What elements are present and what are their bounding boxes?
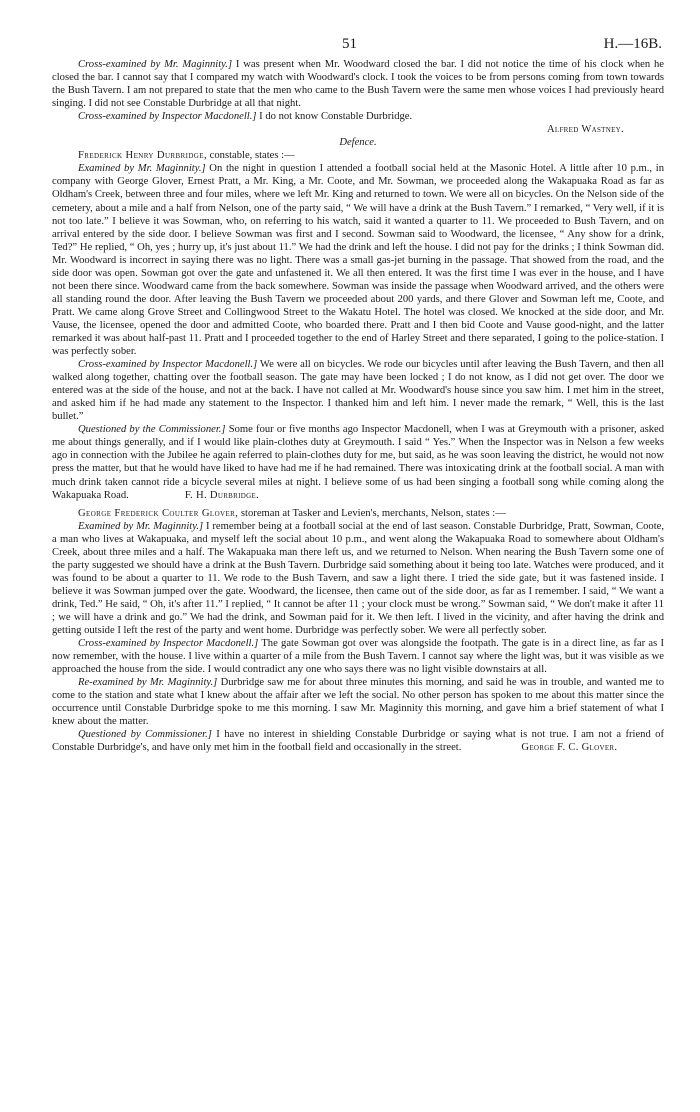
witness-introduction (52, 507, 664, 520)
questioning-paragraph (52, 423, 664, 501)
examination-lead: Cross-examined by Inspector Macdonell.] (78, 638, 259, 650)
examination-paragraph (52, 520, 664, 637)
witness-signature: F. H. Durbridge. (184, 489, 259, 501)
witness-signature: Alfred Wastney. (546, 124, 624, 136)
examination-lead: Questioned by the Commissioner.] (78, 424, 226, 436)
page-number: 51 (342, 36, 357, 52)
paragraph-text: On the night in question I attended a football social held at the Masonic Hotel. A little after 10 p.m., in company with George Glover, Ernest Pratt, a Mr. King, a Mr. Coote, and Mr. Sowman, we proceeded along the Wakapuaka Road as far as Oldham's Creek, between three and four miles, where we left Mr. King and returned to town. We were all on bicycles. On the Nelson side of the cemetery, about a mile and a half from Nelson, one of the party said, “ We will have a drink at the Bush Tavern.” I remarked, “ Very well, if it is not too late.” I believe it was Sowman, who, on referring to his watch, said it wanted a quarter to 11. We proceeded to Bush Tavern, and on arrival entered by the side door. I believe Sowman was first and I second. Sowman said to Woodward, the licensee, “ Any show for a drink, Ted?” He replied, “ Oh, yes ; hurry up, it's just about 11.” We had the drink and left the house. I did not pay for the drinks ; I think Sowman did. Mr. Woodward is incorrect in saying there was no light. There was a small gas-jet burning in the passage. That showed from the road, and the side door was open. Sowman got over the gate and unfastened it. We all then entered. It was the first time I was ever in the house, and I have not been there since. Woodward came from the back somewhere. Sowman was inside the passage when Woodward arrived, and the others were all standing round the door. After leaving the Bush Tavern we proceeded about 200 yards, and there Glover and Sowman left me, Coote, and Pratt. We came along Grove Street and Collingwood Street to the Wakatu Hotel. The hotel was closed. We knocked at the side door, and Mr. Vause, the licensee, opened the door and admitted Coote, who boarded there. Pratt and I then bid Coote and Vause good-night, and the latter remarked it was about half-past 11. Pratt and I proceeded together to the end of Harley Street and there separated, I going to the police-station. I was perfectly sober. (52, 163, 664, 358)
paragraph-text: I was present when Mr. Woodward closed the bar. I did not notice the time of his clock when he closed the bar. I cannot say that I compared my watch with Woodward's clock. I took the voices to be from persons coming from town towards the Bush Tavern. I am not prepared to state that the men who came to the Bush Tavern were the same men whose voices I had previously heard singing. I did not see Constable Durbridge at all that night. (52, 59, 664, 110)
paragraph-text: The gate Sowman got over was alongside the footpath. The gate is in a direct line, as far as I now remember, with the house. I live within a quarter of a mile from the Bush Tavern. I cannot say where the light was, but it was visible as we approached the house from the side. I would contradict any one who says there was no light visible downstairs at all. (52, 638, 664, 676)
paragraph-text: I remember being at a football social at the end of last season. Constable Durbridge, Pratt, Sowman, Coote, a man who lives at Wakapuaka, and myself left the social about 10 p.m., and went along the Wakapuaka Road to somewhere about Oldham's Creek, about three miles and a half. The Wakapuaka man there left us, and we returned to Nelson. When nearing the Bush Tavern some one of the party suggested we should have a drink at the Bush Tavern. Durbridge said something about it being too late. Watches were produced, and it was found to be about a quarter to 11. We rode to the Bush Tavern, and saw a light there. I tried the side gate, but it was fastened inside. I believe it was Sowman jumped over the gate. Woodward, the licensee, then came out of the side door, as far as I remember. I said, “ We want a drink, Ted.” He said, “ Oh, it's after 11.” I replied, “ It cannot be after 11 ; your clock must be wrong.” Sowman said, “ We don't make it after 11 ; we will have a drink and go.” We had the drink, and Sowman paid for it. We then left. I lived in the vicinity, and after having the drink and getting outside I left the rest of the party and went home. Durbridge was perfectly sober. We were all perfectly sober. (52, 520, 664, 637)
cross-examination-paragraph (52, 110, 664, 123)
paragraph-text: I have no interest in shielding Constable Durbridge or saying what is not true. I am not a friend of Constable Durbridge's, and have only met him in the football field and occasionally in the street. (52, 729, 665, 754)
paragraph-text: Durbridge saw me for about three minutes this morning, and said he was in trouble, and wanted me to come to the station and state what I knew about the affair after we left the social. No other person has spoken to me about this matter since the occurrence until Constable Durbridge spoke to me this morning. I saw Mr. Maginnity this morning, and gave him a brief statement of what I knew about the matter. (52, 677, 664, 728)
cross-examination-paragraph (52, 58, 664, 110)
cross-examination-paragraph (52, 637, 664, 676)
examination-lead: Re-examined by Mr. Maginnity.] (78, 677, 218, 689)
section-heading-text: Defence. (339, 137, 377, 149)
cross-examination-paragraph (52, 358, 664, 423)
examination-paragraph (52, 162, 664, 358)
examination-lead: Cross-examined by Inspector Macdonell.] (78, 111, 257, 123)
document-reference: H.—16B. (603, 36, 662, 52)
paragraph-text: constable, states :— (207, 150, 295, 162)
examination-lead: Cross-examined by Inspector Macdonell.] (78, 359, 258, 371)
examination-lead: Examined by Mr. Maginnity.] (78, 520, 204, 532)
witness-name: Frederick Henry Durbridge, (78, 150, 207, 162)
page-header (52, 30, 664, 58)
examination-lead: Examined by Mr. Maginnity.] (78, 163, 206, 175)
paragraph-text: I do not know Constable Durbridge. (256, 111, 413, 123)
section-heading (52, 136, 664, 149)
witness-introduction (52, 149, 664, 162)
paragraph-text: storeman at Tasker and Levien's, merchants, Nelson, states :— (238, 507, 506, 519)
paragraph-text: We were all on bicycles. We rode our bicycles until after leaving the Bush Tavern, and then all walked along together, chatting over the football season. The gate may have been locked ; I do not know, as I did not get over. The door we entered was at the side of the house, and not at the back. I have not called at Mr. Woodward's house since you saw him. I met him in the street, and asked him if he had made any statement to the Inspector. I thanked him and left him. I never made the remark, “ Well, this is the last bullet.” (52, 359, 664, 423)
questioning-paragraph (52, 728, 664, 754)
witness-name: George Frederick Coulter Glover, (78, 507, 239, 519)
paragraph-text: Some four or five months ago Inspector Macdonell, when I was at Greymouth with a prisoner, asked me about things generally, and if I would like plain-clothes duty at Greymouth. I said “ Yes.” When the Inspector was in Nelson a few weeks ago in connection with the Jubilee he again referred to plain-clothes duty for me, but said, as he was soon leaving the district, he would not now press the matter, but that he would have liked to have had me if he had remained. There was intoxicating drink at the football social. A man with much drink taken cannot ride a bicycle several miles at night. I believe some of us had been singing a football song while coming along the Wakapuaka Road. (52, 424, 664, 501)
examination-lead: Cross-examined by Mr. Maginnity.] (78, 59, 233, 70)
witness-signature: George F. C. Glover. (521, 742, 618, 754)
examination-lead: Questioned by Commissioner.] (78, 729, 212, 741)
re-examination-paragraph (52, 676, 664, 728)
